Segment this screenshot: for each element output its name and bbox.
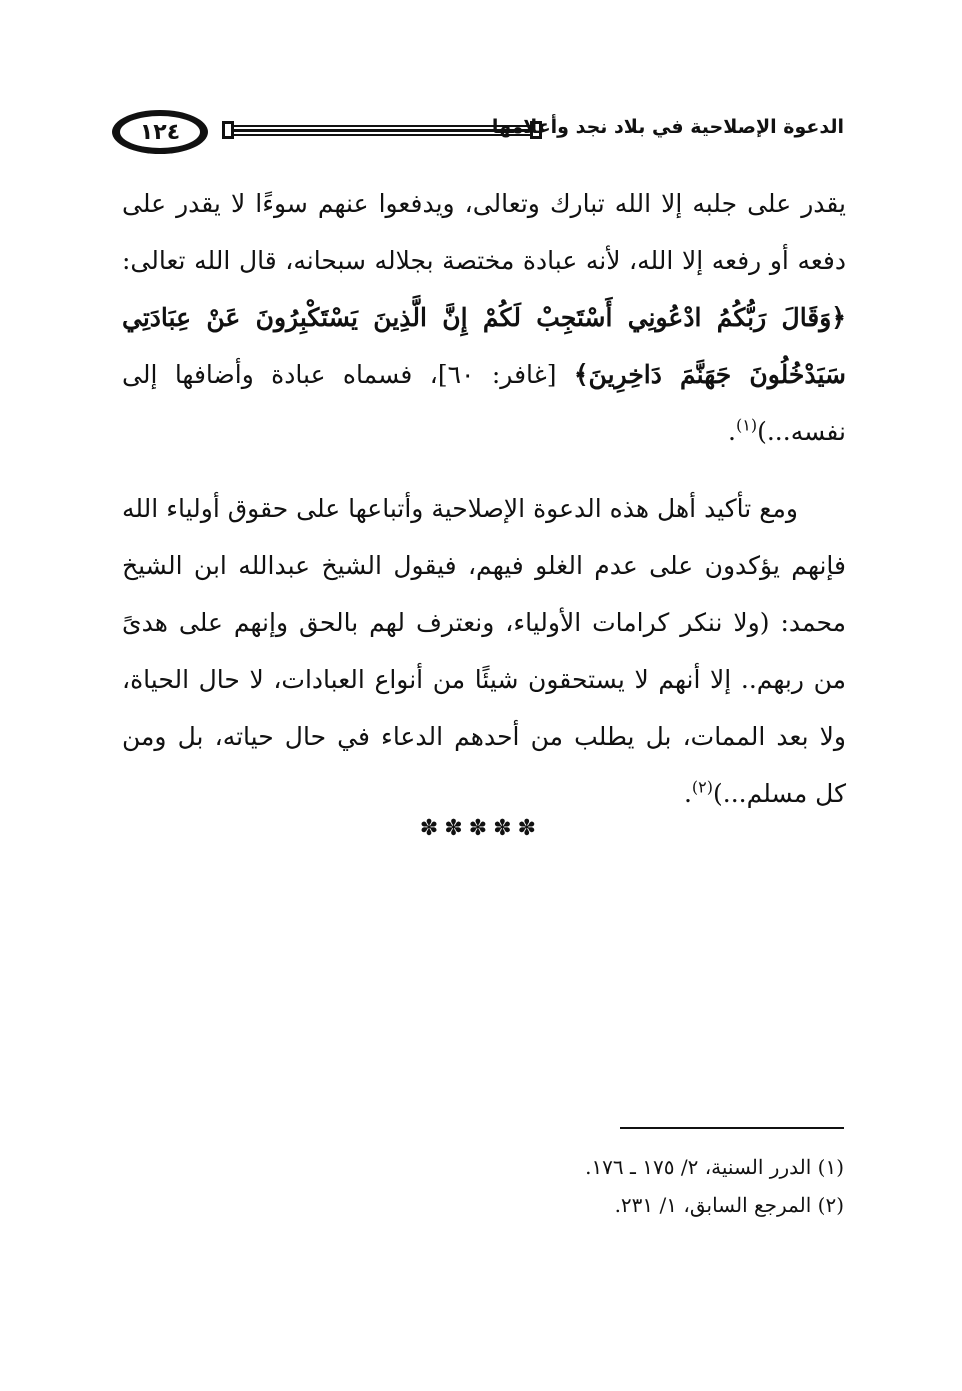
paragraph-2: [122, 480, 846, 822]
quran-open-bracket: ﴿: [831, 303, 846, 332]
footnote-ref-2: (٢): [691, 777, 714, 797]
paragraph-end: .: [728, 417, 736, 446]
paragraph-end: .: [683, 779, 692, 808]
body-text: [122, 175, 846, 822]
footnote-2: (٢) المرجع السابق، ١/ ٢٣١.: [614, 1193, 844, 1217]
paragraph-text: يقدر على جلبه إلا الله تبارك وتعالى، ويدفعوا عنهم سوءًا لا يقدر على دفعه أو رفعه إلا الله، لأنه عبادة مختصة بجلاله سبحانه، قال الله تعالى:: [122, 189, 846, 275]
header-decorative-rule: [230, 124, 534, 136]
paragraph-1: [122, 175, 846, 460]
page-number: ١٢٤: [120, 116, 200, 148]
quran-close-bracket: ﴾: [573, 360, 589, 389]
quran-verse: وَقَالَ رَبُّكُمُ ادْعُونِي أَسْتَجِبْ لَكُمْ إِنَّ الَّذِينَ يَسْتَكْبِرُونَ عَنْ عِبَادَتِي سَيَدْخُلُونَ جَهَنَّمَ دَاخِرِينَ: [122, 303, 846, 389]
running-title: الدعوة الإصلاحية في بلاد نجد وأعلامها: [491, 116, 844, 138]
rule-cap-left: [222, 121, 234, 139]
section-separator: ✽✽✽✽✽: [419, 816, 543, 841]
footnote-1: (١) الدرر السنية، ٢/ ١٧٥ ـ ١٧٦.: [585, 1155, 844, 1179]
paragraph-text: [غافر: ٦٠]، فسماه عبادة وأضافها إلى نفسه...): [122, 360, 846, 446]
footnote-divider: [620, 1127, 844, 1129]
footnotes: [344, 1148, 844, 1224]
page-header: [112, 110, 844, 156]
paragraph-text: ومع تأكيد أهل هذه الدعوة الإصلاحية وأتباعها على حقوق أولياء الله فإنهم يؤكدون على عدم الغلو فيهم، فيقول الشيخ عبدالله ابن الشيخ محمد: (ولا ننكر كرامات الأولياء، ونعترف لهم بالحق وإنهم على هدىً من ربهم.. إلا أنهم لا يستحقون شيئًا من أنواع العبادات، لا حال الحياة، ولا بعد الممات، بل يطلب من أحدهم الدعاء في حال حياته، بل ومن كل مسلم...): [122, 494, 846, 808]
rule-line: [230, 129, 534, 132]
footnote-ref-1: (١): [736, 415, 758, 435]
rule-line: [230, 134, 534, 136]
rule-line: [230, 125, 534, 127]
page-number-badge: [112, 110, 208, 154]
